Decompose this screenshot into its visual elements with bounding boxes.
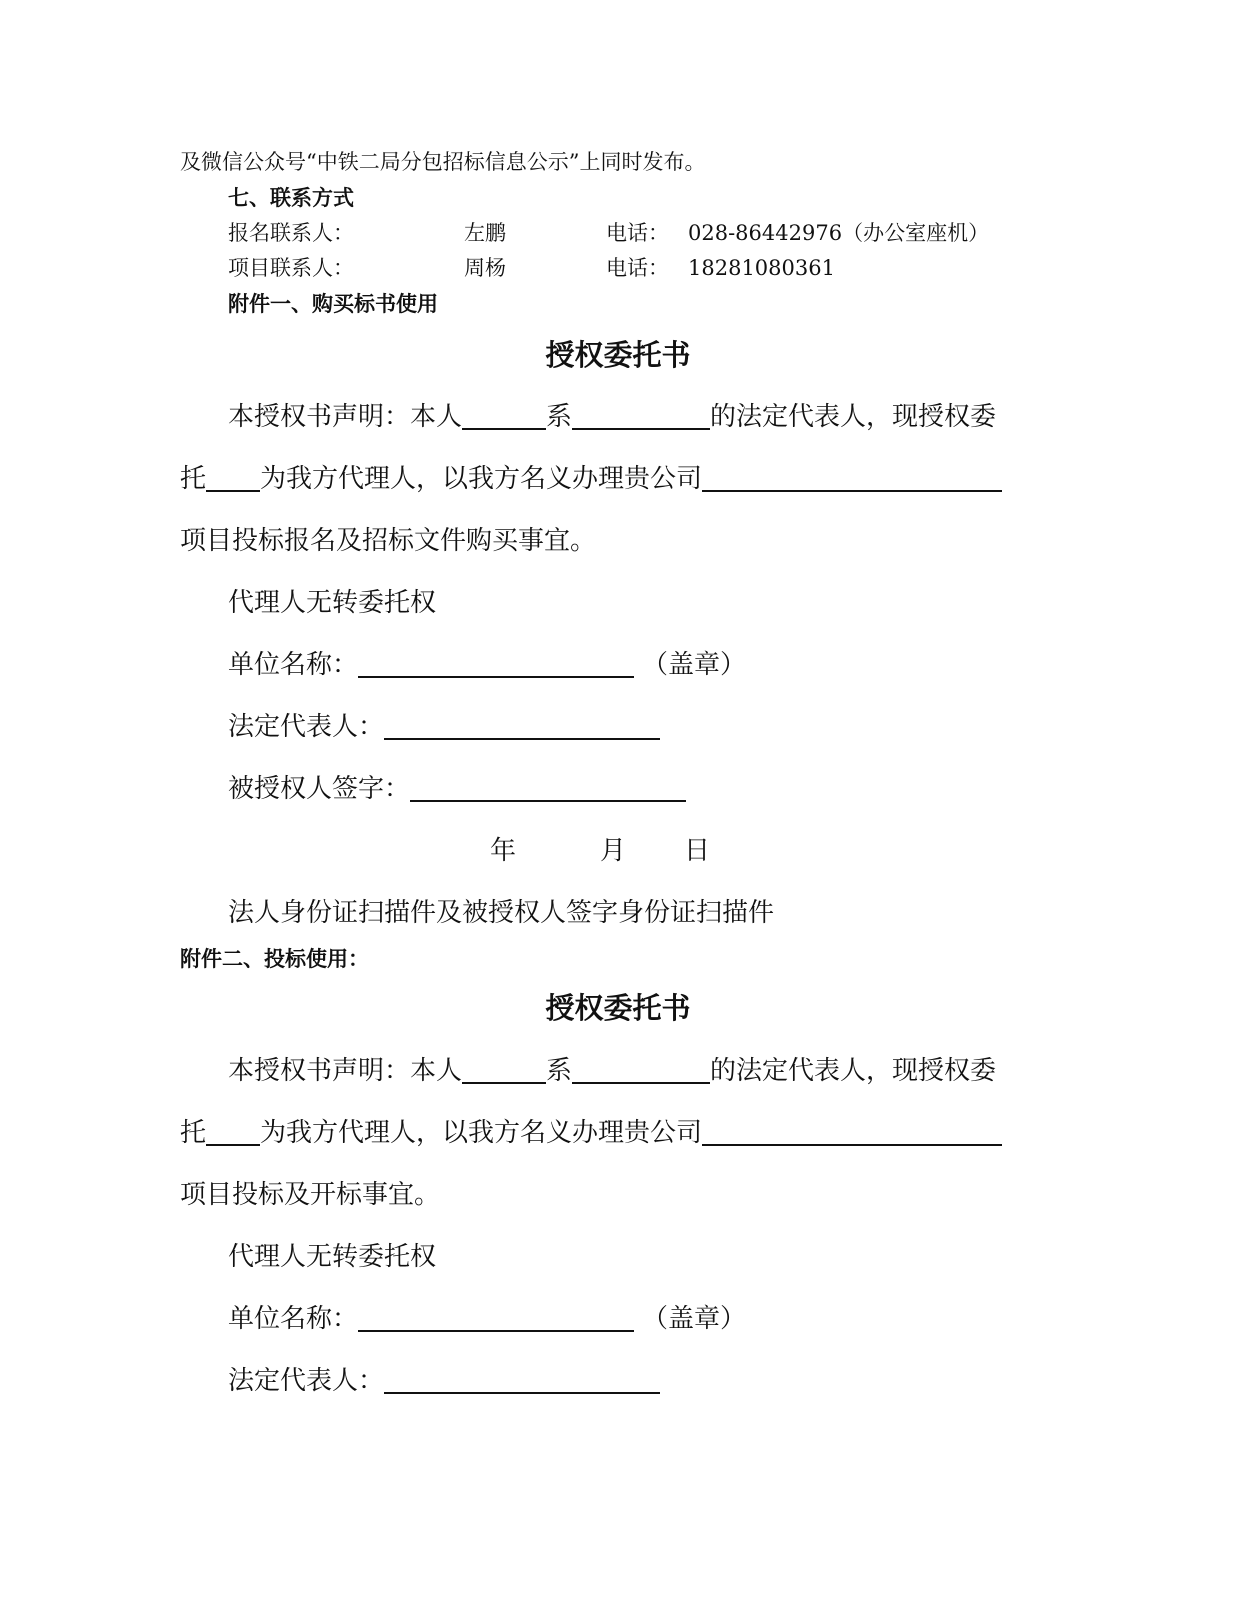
text: 本授权书声明：本人 <box>228 402 463 432</box>
annex1-legal-rep-row <box>228 706 660 743</box>
seal-note: （盖章） <box>642 1304 747 1334</box>
blank-field <box>384 712 660 740</box>
text: 的法定代表人，现授权委 <box>710 1056 997 1086</box>
blank-field <box>702 1118 1002 1146</box>
annex2-title: 授权委托书 <box>545 991 691 1025</box>
blank-field <box>410 774 686 802</box>
blank-field <box>206 1118 260 1146</box>
label: 法定代表人： <box>228 1366 385 1396</box>
text: 本授权书声明：本人 <box>228 1056 463 1086</box>
blank-field <box>572 1056 710 1084</box>
blank-field <box>358 1304 634 1332</box>
blank-field <box>206 464 260 492</box>
contact-phone: 18281080361 <box>688 256 835 280</box>
annex1-signer-row <box>228 768 686 805</box>
contact-role: 项目联系人： <box>228 256 354 280</box>
annex1-paragraph-line2 <box>180 458 1002 495</box>
intro-text: 及微信公众号“中铁二局分包招标信息公示”上同时发布。 <box>180 150 706 174</box>
text: 为我方代理人，以我方名义办理贵公司 <box>260 1118 703 1148</box>
contact-name: 周杨 <box>464 256 506 280</box>
annex1-id-note: 法人身份证扫描件及被授权人签字身份证扫描件 <box>228 898 775 928</box>
blank-field <box>572 402 710 430</box>
blank-field <box>384 1366 660 1394</box>
blank-field <box>462 1056 546 1084</box>
blank-field <box>462 402 546 430</box>
annex1-date-day: 日 <box>684 836 711 866</box>
contact-role: 报名联系人： <box>228 221 354 245</box>
label: 被授权人签字： <box>228 774 411 804</box>
annex2-paragraph-line3: 项目投标及开标事宜。 <box>180 1180 441 1210</box>
annex2-legal-rep-row <box>228 1360 660 1397</box>
annex1-unit-name-row <box>228 644 746 681</box>
annex1-paragraph-line1 <box>228 396 996 433</box>
annex2-paragraph-line1 <box>228 1050 996 1087</box>
annex2-unit-name-row <box>228 1298 746 1335</box>
contact-phone-label: 电话： <box>606 256 669 280</box>
annex2-no-subdelegation: 代理人无转委托权 <box>228 1242 437 1272</box>
text: 为我方代理人，以我方名义办理贵公司 <box>260 464 703 494</box>
label: 单位名称： <box>228 1304 359 1334</box>
annex1-date-month: 月 <box>600 836 627 866</box>
text: 系 <box>546 1056 573 1086</box>
text: 托 <box>180 1118 207 1148</box>
section-heading-contact: 七、联系方式 <box>228 185 354 210</box>
label: 法定代表人： <box>228 712 385 742</box>
annex2-paragraph-line2 <box>180 1112 1002 1149</box>
text: 的法定代表人，现授权委 <box>710 402 997 432</box>
annex2-heading: 附件二、投标使用： <box>180 946 369 971</box>
contact-phone-label: 电话： <box>606 221 669 245</box>
seal-note: （盖章） <box>642 650 747 680</box>
contact-name: 左鹏 <box>464 221 506 245</box>
annex1-no-subdelegation: 代理人无转委托权 <box>228 588 437 618</box>
label: 单位名称： <box>228 650 359 680</box>
contact-row <box>228 217 989 247</box>
blank-field <box>702 464 1002 492</box>
annex1-date-year: 年 <box>490 836 517 866</box>
text: 系 <box>546 402 573 432</box>
annex1-paragraph-line3: 项目投标报名及招标文件购买事宜。 <box>180 526 597 556</box>
contact-row <box>228 252 835 282</box>
annex1-heading: 附件一、购买标书使用 <box>228 291 438 316</box>
text: 托 <box>180 464 207 494</box>
contact-phone: 028-86442976（办公室座机） <box>688 221 990 245</box>
annex1-title: 授权委托书 <box>545 338 691 372</box>
blank-field <box>358 650 634 678</box>
